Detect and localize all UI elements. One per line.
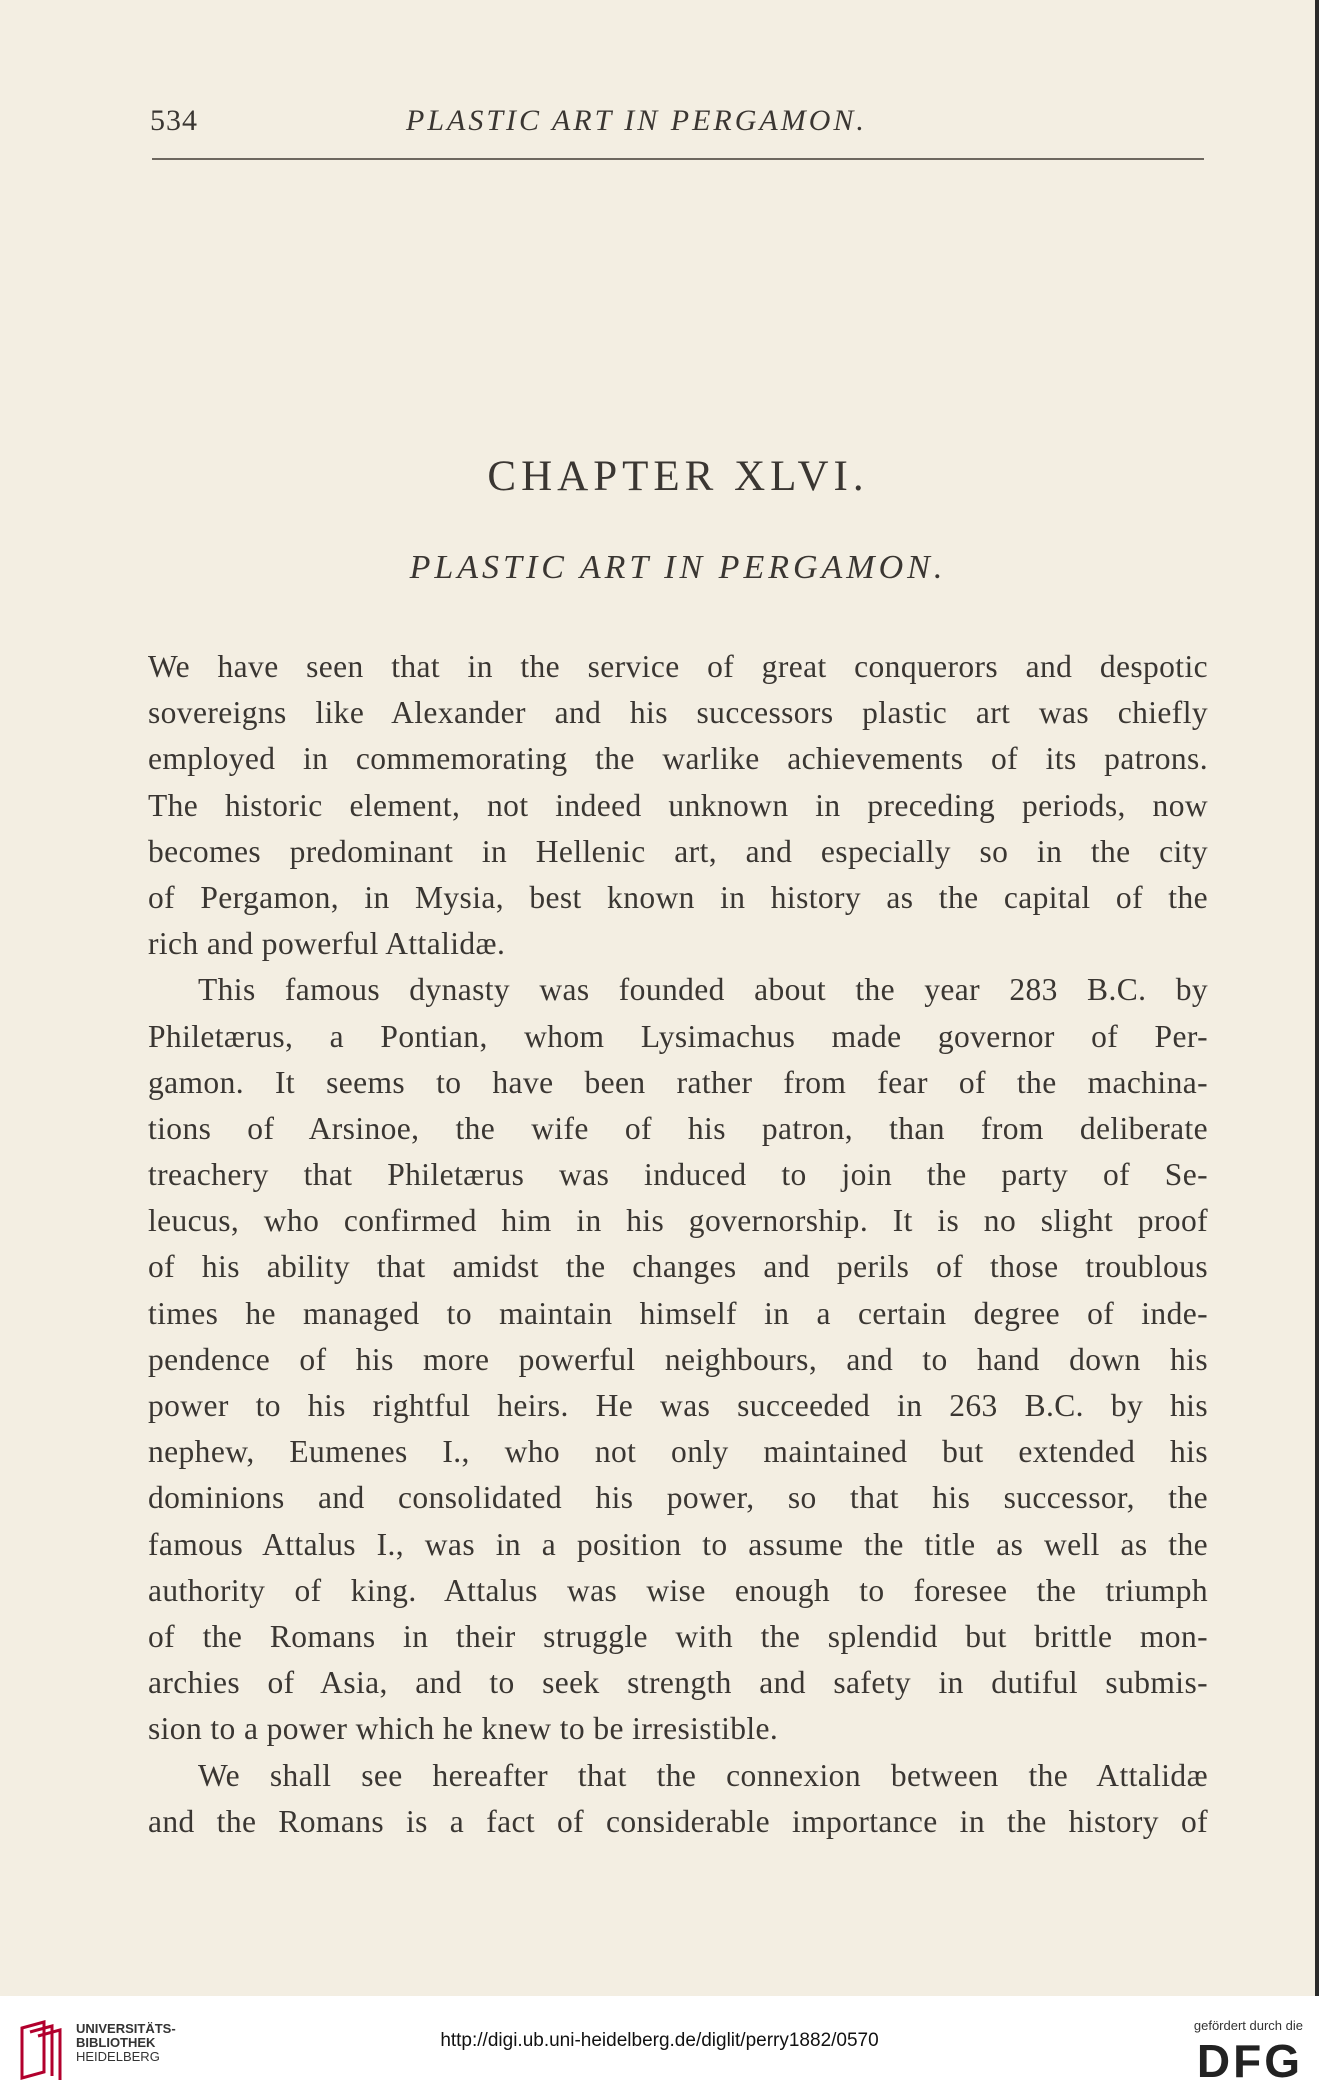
text-line: sion to a power which he knew to be irresistible.: [148, 1711, 779, 1747]
chapter-title: PLASTIC ART IN PERGAMON.: [409, 549, 947, 586]
text-line: tions of Arsinoe, the wife of his patron, than from deliberate: [148, 1110, 1208, 1146]
text-line: We shall see hereafter that the connexion between the Attalidæ: [198, 1757, 1208, 1793]
text-line: times he managed to maintain himself in a certain degree of inde-: [148, 1295, 1208, 1331]
text-line: of Pergamon, in Mysia, best known in history as the capital of the: [148, 879, 1208, 915]
text-line: pendence of his more powerful neighbours, and to hand down his: [148, 1341, 1208, 1377]
digitization-footer: [0, 1996, 1319, 2099]
library-name-line: BIBLIOTHEK: [76, 2035, 156, 2050]
text-line: nephew, Eumenes I., who not only maintained but extended his: [148, 1434, 1208, 1470]
library-name-line: HEIDELBERG: [76, 2049, 160, 2064]
text-line: power to his rightful heirs. He was succeeded in 263 B.C. by his: [148, 1388, 1208, 1423]
running-head: [148, 104, 1208, 148]
text-line: leucus, who confirmed him in his governorship. It is no slight proof: [148, 1203, 1208, 1239]
funding-caption: gefördert durch die: [1193, 2018, 1303, 2033]
text-line: dominions and consolidated his power, so that his successor, the: [148, 1480, 1208, 1516]
text-line: The historic element, not indeed unknown in preceding periods, now: [148, 787, 1208, 823]
text-line: We have seen that in the service of great conquerors and despotic: [148, 649, 1208, 684]
text-line: archies of Asia, and to seek strength and safety in dutiful submis-: [148, 1665, 1208, 1701]
text-line: treachery that Philetærus was induced to join the party of Se-: [148, 1157, 1208, 1193]
text-line: and the Romans is a fact of considerable importance in the history of: [148, 1803, 1208, 1839]
text-line: becomes predominant in Hellenic art, and especially so in the city: [148, 833, 1208, 869]
chapter-number: CHAPTER XLVI.: [487, 453, 869, 500]
permalink[interactable]: http://digi.ub.uni-heidelberg.de/diglit/perry1882/0570: [440, 2030, 879, 2051]
text-line: gamon. It seems to have been rather from fear of the machina-: [148, 1064, 1208, 1100]
body-text: [148, 644, 1208, 1845]
text-line: Philetærus, a Pontian, whom Lysimachus made governor of Per-: [148, 1018, 1208, 1054]
page-number: 534: [150, 104, 198, 137]
text-line: employed in commemorating the warlike achievements of its patrons.: [148, 741, 1208, 777]
text-line: authority of king. Attalus was wise enough to foresee the triumph: [148, 1572, 1208, 1608]
text-line: famous Attalus I., was in a position to assume the title as well as the: [148, 1526, 1208, 1562]
running-title: PLASTIC ART IN PERGAMON.: [406, 104, 867, 137]
text-line: of the Romans in their struggle with the splendid but brittle mon-: [148, 1618, 1208, 1654]
dfg-logo: DFG: [1196, 2035, 1303, 2087]
header-rule: [152, 158, 1204, 160]
text-line: rich and powerful Attalidæ.: [148, 926, 506, 962]
book-page: [148, 0, 1208, 1996]
text-line: of his ability that amidst the changes and perils of those troublous: [148, 1249, 1208, 1285]
text-line: This famous dynasty was founded about the year 283 B.C. by: [198, 972, 1208, 1008]
library-name-line: UNIVERSITÄTS-: [76, 2021, 176, 2036]
text-line: sovereigns like Alexander and his successors plastic art was chiefly: [148, 695, 1208, 731]
